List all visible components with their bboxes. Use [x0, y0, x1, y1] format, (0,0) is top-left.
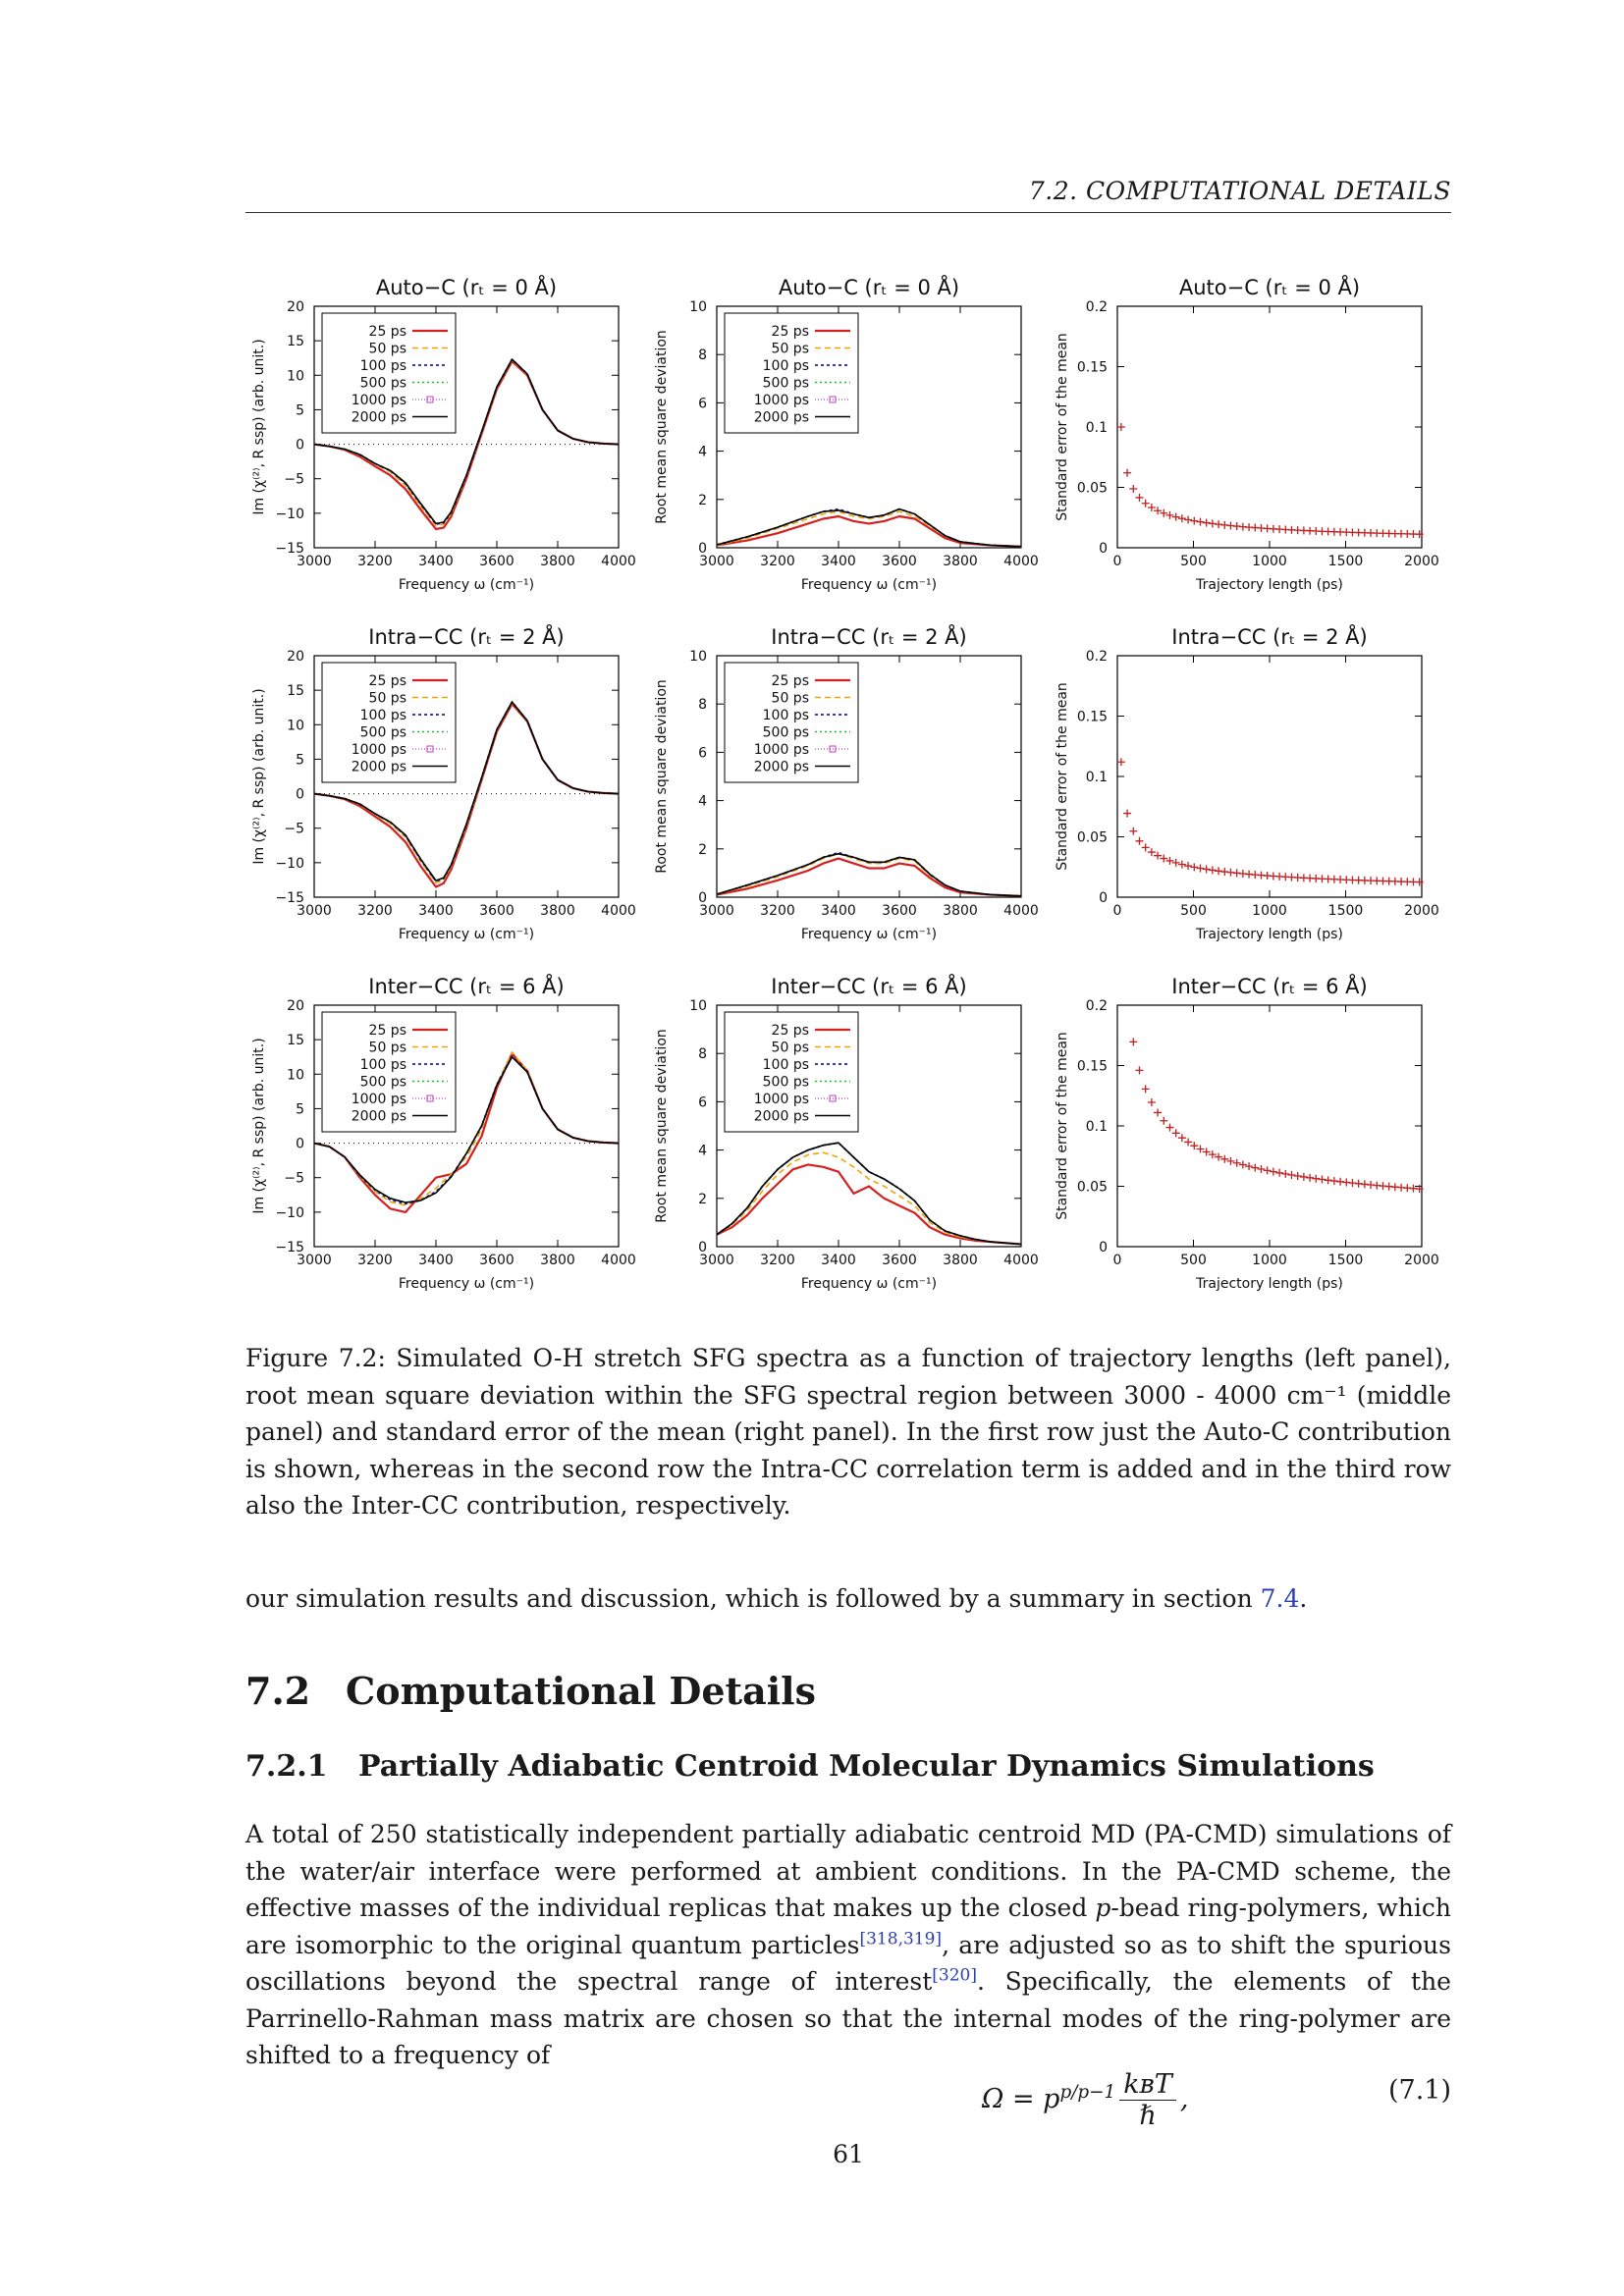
panel-3-3-point [1251, 1164, 1259, 1172]
panel-1-2-legend-label: 2000 ps [753, 409, 809, 426]
section-heading [245, 1669, 816, 1713]
panel-3-3-ytick-label: 0.05 [1076, 1179, 1108, 1196]
panel-3-1-legend-label: 100 ps [359, 1057, 406, 1073]
header-rule [245, 212, 1451, 213]
panel-2-2-series-1000ps [717, 854, 1021, 896]
subsection-title: Partially Adiabatic Centroid Molecular Dynamics Simulations [358, 1749, 1375, 1784]
panel-1-2-series-2000ps [717, 509, 1021, 547]
panel-3-3-point [1281, 1170, 1289, 1178]
section-number: 7.2 [245, 1669, 311, 1713]
panel-1-2-legend-label: 50 ps [771, 341, 809, 357]
panel-3-2-series-2000ps [717, 1143, 1021, 1244]
panel-3-3-xtick-label: 500 [1180, 1253, 1207, 1268]
panel-2-3-point [1117, 758, 1125, 766]
panel-2-2-ytick-label: 2 [698, 841, 707, 858]
para-var-p: p [1095, 1894, 1111, 1922]
para-text-1: A total of 250 statistically independent partially adiabatic centroid MD (PA-CMD) simulations of the water/air interface were performed at ambient conditions. In the PA-CMD scheme, the effective masses of the individual replicas that makes up the closed [245, 1820, 1451, 1922]
panel-3-3-point [1178, 1134, 1186, 1142]
panel-1-1-xtick-label: 3000 [297, 554, 332, 569]
panel-2-3-point [1172, 859, 1180, 867]
panel-2-2-xtick-label: 4000 [1003, 903, 1039, 919]
panel-3-3-point [1342, 1178, 1350, 1186]
panel-2-1-ytick-label: −10 [275, 855, 304, 872]
para-text-4: . Specifically, the elements of the Parrinello-Rahman mass matrix are chosen so that the internal modes of the ring-polymer are shifted to a frequency of [245, 1967, 1451, 2069]
panel-3-3-point [1287, 1171, 1295, 1179]
panel-1-1-ytick-label: 5 [296, 402, 304, 419]
panel-2-3-point [1209, 866, 1217, 874]
panel-3-2-xlabel: Frequency ω (cm⁻¹) [800, 1276, 938, 1292]
panel-1-3-ylabel: Standard error of the mean [1055, 333, 1070, 521]
section-ref-link[interactable]: 7.4 [1260, 1584, 1300, 1613]
panel-2-2-xtick-label: 3600 [882, 903, 917, 919]
panel-2-3-xlabel: Trajectory length (ps) [1196, 927, 1343, 942]
panel-3-1-xtick-label: 4000 [601, 1253, 636, 1268]
panel-3-3-point [1239, 1160, 1247, 1168]
panel-2-1-ytick-label: 5 [296, 752, 304, 769]
panel-1-1-ytick-label: 0 [296, 437, 304, 454]
panel-3-2-legend-label: 50 ps [771, 1040, 809, 1056]
panel-3-2-legend-label: 25 ps [771, 1023, 809, 1039]
panel-1-1-legend-label: 100 ps [359, 358, 406, 374]
panel-1-3-ytick-label: 0.15 [1076, 359, 1108, 376]
panel-3-2-xtick-label: 3400 [821, 1253, 856, 1268]
panel-2-3-point [1203, 866, 1211, 874]
panel-3-3-point [1142, 1085, 1150, 1093]
panel-1-3-point [1196, 518, 1204, 526]
panel-3-2-legend-label: 500 ps [762, 1074, 809, 1091]
panel-1-2-legend-label: 500 ps [762, 375, 809, 392]
panel-1-1-legend-label: 25 ps [368, 324, 406, 340]
panel-2-2-xtick-label: 3800 [943, 903, 978, 919]
panel-2-3-ytick-label: 0.1 [1085, 770, 1108, 785]
panel-2-1-ytick-label: 0 [296, 786, 304, 803]
panel-1-3-title: Auto−C (rₜ = 0 Å) [1178, 276, 1361, 299]
panel-3-2-legend-label: 1000 ps [753, 1092, 809, 1107]
panel-2-3-point [1190, 863, 1198, 871]
panel-2-3-point [1178, 861, 1186, 869]
panel-1-2-xtick-label: 3800 [943, 554, 978, 569]
panel-1-3-point [1172, 513, 1180, 521]
eq-fraction [1119, 2069, 1176, 2131]
panel-2-2-xtick-label: 3200 [760, 903, 795, 919]
para-text-3: , are adjusted so as to shift the spurious oscillations beyond the spectral range of interest [245, 1930, 1451, 1996]
panel-2-1-ylabel: Im (χ⁽²⁾, R ssp) (arb. unit.) [251, 688, 267, 865]
panel-1-3-xtick-label: 500 [1180, 554, 1207, 569]
panel-1-3-point [1184, 515, 1192, 523]
panel-3-3-point [1300, 1173, 1308, 1181]
panel-2-1-title: Intra−CC (rₜ = 2 Å) [368, 625, 565, 649]
panel-3-3-xtick-label: 0 [1112, 1253, 1122, 1268]
panel-3-1-ytick-label: 15 [287, 1033, 304, 1049]
panel-2-2-series-50ps [717, 854, 1021, 896]
panel-1-2-xtick-label: 4000 [1003, 554, 1039, 569]
panel-1-1-legend-label: 50 ps [368, 341, 406, 357]
panel-2-1-ytick-label: −5 [284, 821, 304, 837]
panel-1-3-xtick-label: 2000 [1404, 554, 1439, 569]
panel-3-1-ytick-label: −10 [275, 1204, 304, 1221]
panel-1-2-ytick-label: 10 [689, 299, 707, 315]
panel-2-2-legend-label: 1000 ps [753, 742, 809, 758]
figure-caption: Figure 7.2: Simulated O-H stretch SFG spectra as a function of trajectory lengths (left panel), root mean square deviation within the SFG spectral region between 3000 - 4000 cm⁻¹ (middle panel) and standard error of the mean (right panel). In the first row just the Auto-C contribution is shown, whereas in the second row the Intra-CC correlation term is added and in the third row also the Inter-CC contribution, respectively. [245, 1344, 1451, 1520]
panel-1-1-xtick-label: 3400 [418, 554, 454, 569]
panel-1-3-xtick-label: 1500 [1327, 554, 1364, 569]
panel-1-1-ytick-label: 15 [287, 334, 304, 350]
panel-3-3-title: Inter−CC (rₜ = 6 Å) [1171, 975, 1368, 998]
panel-1-1-ytick-label: −10 [275, 506, 304, 522]
panel-3-2-series-25ps [717, 1164, 1021, 1244]
panel-1-3-point [1123, 469, 1131, 477]
panel-3-1-ytick-label: −5 [284, 1170, 304, 1187]
panel-1-2-legend-label: 25 ps [771, 324, 809, 340]
panel-1-1-legend-label: 1000 ps [351, 393, 406, 408]
panel-3-1-ytick-label: 5 [296, 1101, 304, 1118]
panel-2-1-ytick-label: 20 [287, 649, 304, 665]
panel-1-3-point [1215, 520, 1222, 528]
panel-1-3-xlabel: Trajectory length (ps) [1196, 577, 1343, 593]
panel-3-2-legend-label: 100 ps [762, 1057, 809, 1073]
panel-1-1-xtick-label: 3800 [540, 554, 575, 569]
panel-3-2-xtick-label: 3200 [760, 1253, 795, 1268]
running-head: 7.2. COMPUTATIONAL DETAILS [1028, 177, 1451, 205]
panel-2-3-xtick-label: 500 [1180, 903, 1207, 919]
panel-1-2-xtick-label: 3400 [821, 554, 856, 569]
panel-3-1-legend-label: 50 ps [368, 1040, 406, 1056]
panel-3-2-legend-label: 2000 ps [753, 1108, 809, 1125]
panel-2-3-point [1129, 828, 1137, 835]
panel-3-3-xlabel: Trajectory length (ps) [1196, 1276, 1343, 1292]
panel-1-2-series-100ps [717, 509, 1021, 547]
panel-2-1-xtick-label: 4000 [601, 903, 636, 919]
panel-1-2-ytick-label: 6 [698, 396, 707, 412]
panel-3-3-point [1264, 1166, 1272, 1174]
panel-2-1-xtick-label: 3000 [297, 903, 332, 919]
panel-3-3-point [1129, 1038, 1137, 1045]
panel-1-3-point [1165, 511, 1173, 519]
citation-link-318-319[interactable]: [318,319] [859, 1929, 943, 1949]
panel-3-1-ytick-label: 20 [287, 998, 304, 1014]
panel-1-2-ytick-label: 0 [698, 541, 707, 557]
panel-3-3-ytick-label: 0.1 [1085, 1119, 1108, 1135]
panel-2-3-xtick-label: 1000 [1252, 903, 1287, 919]
panel-2-3-ytick-label: 0.05 [1076, 829, 1108, 846]
equation-number: (7.1) [1387, 2075, 1451, 2106]
panel-2-3-xtick-label: 1500 [1327, 903, 1364, 919]
panel-3-3-ytick-label: 0.2 [1085, 998, 1108, 1014]
section-title: Computational Details [346, 1669, 816, 1713]
panel-1-1-ytick-label: −15 [275, 541, 304, 557]
panel-3-3-point [1257, 1165, 1265, 1173]
panel-3-3-point [1312, 1175, 1320, 1183]
panel-2-2-legend-label: 500 ps [762, 724, 809, 741]
panel-1-1-ytick-label: −5 [284, 471, 304, 488]
panel-2-1-xtick-label: 3800 [540, 903, 575, 919]
panel-1-2-xlabel: Frequency ω (cm⁻¹) [800, 577, 938, 593]
panel-2-3-point [1215, 867, 1222, 875]
panel-2-1-legend-label: 50 ps [368, 690, 406, 707]
panel-2-1-legend-label: 500 ps [359, 724, 406, 741]
panel-3-2-ytick-label: 8 [698, 1046, 707, 1063]
panel-2-3-title: Intra−CC (rₜ = 2 Å) [1171, 625, 1368, 649]
subsection-heading [245, 1749, 1375, 1784]
eq-denominator: ℏ [1139, 2101, 1157, 2131]
panel-3-3-ylabel: Standard error of the mean [1055, 1032, 1070, 1220]
panel-1-1-ylabel: Im (χ⁽²⁾, R ssp) (arb. unit.) [251, 339, 267, 515]
panel-3-2-xtick-label: 3000 [699, 1253, 734, 1268]
panel-1-1-xtick-label: 3600 [479, 554, 514, 569]
intro-end: . [1299, 1584, 1308, 1613]
panel-1-1-ytick-label: 20 [287, 299, 304, 315]
panel-2-1-xtick-label: 3400 [418, 903, 454, 919]
panel-3-3-point [1294, 1172, 1302, 1180]
panel-1-3-point [1178, 514, 1186, 522]
panel-3-1-xtick-label: 3800 [540, 1253, 575, 1268]
panel-1-3-point [1129, 485, 1137, 493]
panel-1-1-xtick-label: 3200 [357, 554, 393, 569]
panel-1-3-point [1209, 519, 1217, 527]
panel-1-1-title: Auto−C (rₜ = 0 Å) [375, 276, 558, 299]
panel-3-1-ytick-label: 10 [287, 1067, 304, 1084]
page-number: 61 [833, 2140, 864, 2168]
panel-2-2-title: Intra−CC (rₜ = 2 Å) [771, 625, 967, 649]
panel-2-3-point [1135, 837, 1143, 845]
panel-3-3-point [1306, 1174, 1314, 1182]
panel-3-3-xtick-label: 1500 [1327, 1253, 1364, 1268]
panel-2-1-ytick-label: −15 [275, 890, 304, 906]
panel-3-1-title: Inter−CC (rₜ = 6 Å) [368, 975, 565, 998]
panel-2-3-ytick-label: 0.15 [1076, 709, 1108, 725]
panel-2-2-ytick-label: 8 [698, 697, 707, 714]
panel-3-2-ytick-label: 10 [689, 998, 707, 1014]
panel-2-2-ytick-label: 6 [698, 745, 707, 762]
panel-3-1-ytick-label: −15 [275, 1240, 304, 1255]
eq-tail: , [1179, 2084, 1189, 2114]
panel-3-3-point [1270, 1168, 1277, 1176]
panel-3-3-point [1245, 1162, 1253, 1170]
panel-3-2-ytick-label: 6 [698, 1095, 707, 1111]
panel-1-3-ytick-label: 0.1 [1085, 420, 1108, 436]
panel-1-2-xtick-label: 3200 [760, 554, 795, 569]
panel-1-2-xtick-label: 3600 [882, 554, 917, 569]
panel-3-3-point [1135, 1066, 1143, 1074]
panel-3-1-legend-label: 2000 ps [351, 1108, 406, 1125]
panel-3-3-point [1330, 1177, 1338, 1185]
panel-1-2-series-500ps [717, 509, 1021, 547]
panel-3-3-point [1226, 1157, 1234, 1165]
body-paragraph [245, 1816, 1451, 2074]
panel-3-1-ytick-label: 0 [296, 1136, 304, 1152]
panel-2-3-xtick-label: 0 [1112, 903, 1122, 919]
panel-2-2-legend-label: 25 ps [771, 673, 809, 689]
subsection-number: 7.2.1 [245, 1749, 328, 1784]
equation-body [982, 2069, 1188, 2131]
panel-1-3-point [1203, 519, 1211, 527]
panel-1-1-ytick-label: 10 [287, 368, 304, 385]
panel-2-2-ytick-label: 0 [698, 890, 707, 906]
panel-3-3-point [1325, 1176, 1332, 1184]
panel-1-2-title: Auto−C (rₜ = 0 Å) [778, 276, 960, 299]
panel-1-2-xtick-label: 3000 [699, 554, 734, 569]
para-text-2: -bead ring-polymers, which are isomorphic to the original quantum particles [245, 1894, 1451, 1959]
panel-3-1-legend-label: 500 ps [359, 1074, 406, 1091]
panel-1-2-series-1000ps [717, 509, 1021, 547]
panel-1-3-frame [1117, 306, 1422, 548]
panel-3-2-title: Inter−CC (rₜ = 6 Å) [771, 975, 967, 998]
panel-2-3-point [1220, 868, 1228, 876]
panel-3-2-xtick-label: 3800 [943, 1253, 978, 1268]
intro-paragraph [245, 1580, 1451, 1618]
panel-2-2-series-2000ps [717, 854, 1021, 896]
panel-3-3-point [1336, 1178, 1344, 1186]
panel-2-1-ytick-label: 15 [287, 683, 304, 700]
intro-text: our simulation results and discussion, which is followed by a summary in section [245, 1584, 1261, 1613]
panel-2-2-series-500ps [717, 854, 1021, 896]
panel-2-2-ytick-label: 4 [698, 793, 707, 810]
panel-3-3-point [1318, 1176, 1326, 1184]
panel-1-3-point [1190, 517, 1198, 525]
panel-2-1-xtick-label: 3200 [357, 903, 393, 919]
panel-3-1-xtick-label: 3200 [357, 1253, 393, 1268]
panel-3-1-legend-label: 1000 ps [351, 1092, 406, 1107]
panel-2-1-legend-label: 2000 ps [351, 759, 406, 775]
panel-2-2-series-100ps [717, 853, 1021, 896]
figure-7-2 [245, 257, 1451, 1317]
panel-1-3-ytick-label: 0 [1099, 541, 1108, 557]
panel-2-2-xtick-label: 3400 [821, 903, 856, 919]
panel-3-1-ylabel: Im (χ⁽²⁾, R ssp) (arb. unit.) [251, 1038, 267, 1214]
panel-3-3-point [1160, 1117, 1167, 1125]
panel-3-3-point [1154, 1108, 1162, 1116]
panel-3-2-ytick-label: 2 [698, 1191, 707, 1207]
panel-2-3-point [1123, 810, 1131, 818]
panel-2-3-point [1142, 843, 1150, 851]
panel-3-2-series-1000ps [717, 1143, 1021, 1244]
panel-3-3-point [1148, 1098, 1156, 1106]
panel-2-1-xlabel: Frequency ω (cm⁻¹) [398, 927, 535, 942]
panel-2-1-legend-label: 1000 ps [351, 742, 406, 758]
panel-2-3-point [1196, 864, 1204, 872]
panel-3-3-xtick-label: 1000 [1252, 1253, 1287, 1268]
equation-7-1 [245, 2059, 1451, 2131]
eq-lhs: Ω = p [982, 2084, 1060, 2114]
panel-1-1-legend-label: 2000 ps [351, 409, 406, 426]
panel-1-2-ylabel: Root mean square deviation [654, 330, 670, 524]
panel-3-1-xlabel: Frequency ω (cm⁻¹) [398, 1276, 535, 1292]
panel-2-3-ytick-label: 0 [1099, 890, 1108, 906]
panel-1-3-ytick-label: 0.2 [1085, 299, 1108, 315]
panel-1-2-ytick-label: 2 [698, 492, 707, 508]
panel-2-2-xlabel: Frequency ω (cm⁻¹) [800, 927, 938, 942]
panel-3-1-xtick-label: 3400 [418, 1253, 454, 1268]
panel-2-3-frame [1117, 656, 1422, 897]
panel-2-2-ylabel: Root mean square deviation [654, 679, 670, 874]
panel-3-3-ytick-label: 0 [1099, 1240, 1108, 1255]
panel-1-3-xtick-label: 1000 [1252, 554, 1287, 569]
eq-exponent: p/p−1 [1059, 2082, 1116, 2103]
panel-1-1-legend-label: 500 ps [359, 375, 406, 392]
panel-2-2-legend-label: 2000 ps [753, 759, 809, 775]
panel-1-2-series-50ps [717, 511, 1021, 547]
panel-3-2-ytick-label: 4 [698, 1143, 707, 1159]
panel-2-2-ytick-label: 10 [689, 649, 707, 665]
panel-3-3-point [1275, 1169, 1283, 1177]
panel-3-3-point [1172, 1129, 1180, 1137]
panel-3-3-frame [1117, 1005, 1422, 1247]
panel-3-1-legend-label: 25 ps [368, 1023, 406, 1039]
panel-3-2-ytick-label: 0 [698, 1240, 707, 1255]
panel-1-3-xtick-label: 0 [1112, 554, 1122, 569]
panel-1-1-xlabel: Frequency ω (cm⁻¹) [398, 577, 535, 593]
panel-3-3-point [1184, 1138, 1192, 1146]
panel-3-3-ytick-label: 0.15 [1076, 1058, 1108, 1075]
panel-2-1-legend-label: 25 ps [368, 673, 406, 689]
panel-1-3-point [1135, 494, 1143, 502]
panel-3-1-xtick-label: 3000 [297, 1253, 332, 1268]
panel-1-2-legend-label: 100 ps [762, 358, 809, 374]
panel-3-3-point [1165, 1124, 1173, 1132]
citation-link-320[interactable]: [320] [932, 1965, 977, 1986]
panel-2-3-ytick-label: 0.2 [1085, 649, 1108, 665]
panel-2-1-ytick-label: 10 [287, 718, 304, 734]
eq-numerator: kʙT [1119, 2069, 1176, 2101]
panel-2-1-xtick-label: 3600 [479, 903, 514, 919]
panel-2-3-point [1184, 862, 1192, 870]
panel-1-2-legend-label: 1000 ps [753, 393, 809, 408]
panel-1-3-point [1117, 423, 1125, 431]
panel-1-2-ytick-label: 8 [698, 347, 707, 364]
panel-3-1-xtick-label: 3600 [479, 1253, 514, 1268]
panel-2-3-point [1148, 848, 1156, 856]
panel-2-2-legend-label: 100 ps [762, 708, 809, 723]
panel-1-3-ytick-label: 0.05 [1076, 480, 1108, 497]
panel-3-2-series-500ps [717, 1143, 1021, 1244]
panel-2-3-xtick-label: 2000 [1404, 903, 1439, 919]
panel-1-2-ytick-label: 4 [698, 444, 707, 460]
panel-1-3-point [1142, 500, 1150, 507]
panel-3-2-ylabel: Root mean square deviation [654, 1029, 670, 1223]
panel-2-2-xtick-label: 3000 [699, 903, 734, 919]
panel-3-3-point [1233, 1159, 1241, 1167]
panel-3-2-xtick-label: 3600 [882, 1253, 917, 1268]
panel-1-1-xtick-label: 4000 [601, 554, 636, 569]
panel-3-2-xtick-label: 4000 [1003, 1253, 1039, 1268]
panel-2-3-point [1226, 869, 1234, 877]
panel-2-3-ylabel: Standard error of the mean [1055, 682, 1070, 871]
panel-2-2-legend-label: 50 ps [771, 690, 809, 707]
panel-2-1-legend-label: 100 ps [359, 708, 406, 723]
panel-3-3-xtick-label: 2000 [1404, 1253, 1439, 1268]
panel-3-2-series-100ps [717, 1143, 1021, 1244]
